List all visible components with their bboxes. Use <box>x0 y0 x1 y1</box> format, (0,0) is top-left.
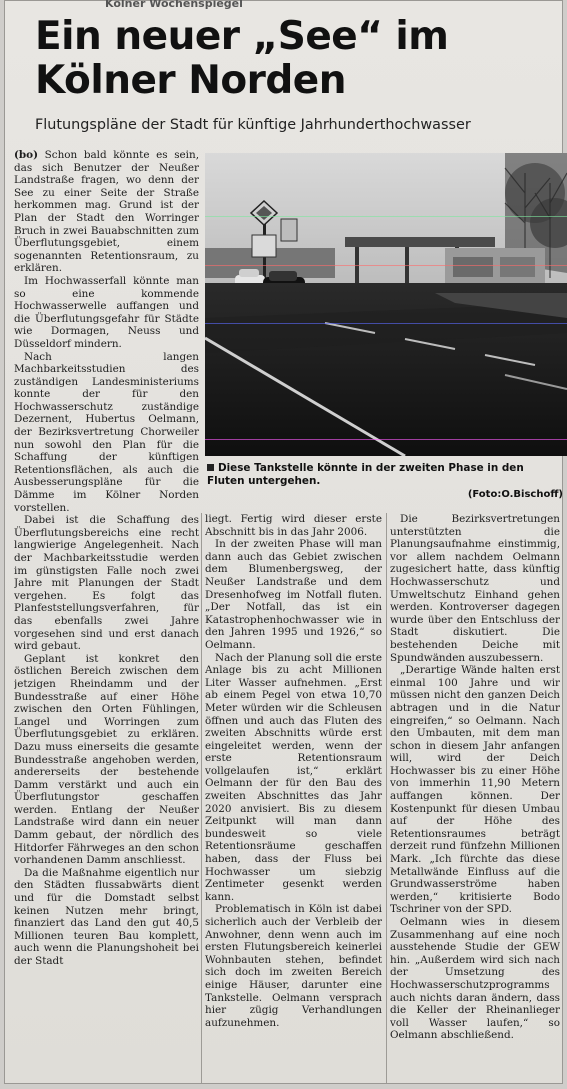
subheadline: Flutungspläne der Stadt für künftige Jahrhunderthochwasser <box>35 117 471 133</box>
paragraph: In der zweiten Phase will man dann auch das Gebiet zwischen dem Blumenbergsweg, der Neußer Landstraße und dem Dresenhofweg im Notfall fluten. „Der Notfall, das ist ein Katastrophenhochwasser wie in den Jahren 1995 und 1926,“ so Oelmann. <box>205 538 382 651</box>
paragraph: Nach langen Machbarkeitsstudien des zuständigen Landesministeriums konnte der für den Hochwasserschutz zuständige Dezernent, Hubertus Oelmann, der Bezirksvertretung Chorweiler nun sowohl den Plan für die Schaffung der künftigen Retentionsflächen, als auch die Ausbesserungspläne für die Dämme im Kölner Norden vorstellen. <box>14 350 199 514</box>
scan-artifact-line <box>205 439 567 440</box>
paragraph <box>14 149 199 275</box>
photo-credit: (Foto:O.Bischoff) <box>467 489 563 500</box>
column-rule <box>201 513 202 1083</box>
paragraph: liegt. Fertig wird dieser erste Abschnitt bis in das Jahr 2006. <box>205 513 382 538</box>
caption-text: Diese Tankstelle könnte in der zweiten Phase in den Fluten untergehen. <box>207 462 524 487</box>
square-bullet-icon <box>207 464 214 471</box>
masthead: Kölner Wochenspiegel <box>105 0 243 10</box>
paragraph: Die Bezirksvertretungen unterstützten die Planungsaufnahme einstimmig, vor allem nachdem Oelmann zugesichert hatte, dass künftig Hochwasserschutz und Umweltschutz Einhand gehen werden. Kontroverser dagegen wurde über den Entschluss der Stadt diskutiert. Die bestehenden Deiche mit Spundwänden auszubessern. <box>390 513 560 664</box>
byline: (bo) <box>14 149 39 161</box>
photo-caption <box>207 462 562 488</box>
paragraph: Problematisch in Köln ist dabei sicherlich auch der Verbleib der Anwohner, denn wenn auch im ersten Flutungsbereich keinerlei Wohnbauten stehen, befindet sich doch im zweiten Bereich einige Häuser, darunter eine Tankstelle. Oelmann versprach hier zügig Verhandlungen aufzunehmen. <box>205 903 382 1029</box>
article-column-1 <box>14 149 199 1085</box>
gas-station-photo <box>205 153 567 456</box>
paragraph: Nach der Planung soll die erste Anlage bis zu acht Millionen Liter Wasser aufnehmen. „Erst ab einem Pegel von etwa 10,70 Meter würden wir die Schleusen öffnen und auch das Fluten des zweiten Abschnitts würde erst eingeleitet werden, wenn der erste Retentionsraum vollgelaufen ist,“ erklärt Oelmann der für den Bau des zweiten Abschnittes das Jahr 2020 anvisiert. Bis zu diesem Zeitpunkt will man dann bundesweit so viele Retentionsräume geschaffen haben, dass der Fluss bei Hochwasser um siebzig Zentimeter gesenkt werden kann. <box>205 651 382 903</box>
paragraph: Geplant ist konkret den östlichen Bereich zwischen dem jetzigen Rheindamm und der Bundesstraße auf einer Höhe zwischen den Orten Fühlingen, Langel und Worringen zum Überflutungsgebiet zu erklären. Dazu muss einerseits die gesamte Bundesstraße angehoben werden, andererseits der bestehende Damm verstärkt und auch ein Überflutungstor geschaffen werden. Entlang der Neußer Landstraße wird dann ein neuer Damm gebaut, der nördlich des Hitdorfer Fährweges an den schon vorhandenen Damm anschliesst. <box>14 652 199 867</box>
scan-artifact-line <box>205 265 567 266</box>
paragraph: Im Hochwasserfall könnte man so eine kommende Hochwasserwelle auffangen und die Überflutungsgefahr für Städte wie Dormagen, Neuss und Düsseldorf mindern. <box>14 274 199 350</box>
paragraph: „Derartige Wände halten erst einmal 100 Jahre und wir müssen nicht den ganzen Deich abtragen und in die Natur eingreifen,“ so Oelmann. Nach den Umbauten, mit dem man schon in diesem Jahr anfangen will, wird der Deich Hochwasser bis zu einer Höhe von immerhin 11,90 Metern auffangen können. Der Kostenpunkt für diesen Umbau auf der Höhe des Retentionsraumes beträgt derzeit rund fünfzehn Millionen Mark. „Ich fürchte das diese Metallwände Einfluss auf die Grundwasserströme haben werden,“ kritisierte Bodo Tschriner von der SPD. <box>390 664 560 916</box>
article-column-3 <box>390 513 560 1085</box>
paragraph-text: Schon bald könnte es sein, das sich Benutzer der Neußer Landstraße fragen, wo denn der See zu einer Seite der Straße herkommen mag. Grund ist der Plan der Stadt den Worringer Bruch in zwei Bauabschnitten zum Überflutungsgebiet, einem sogenannten Retentionsraum, zu erklären. <box>14 149 199 275</box>
gas-station-illustration <box>205 153 567 456</box>
column-rule <box>386 513 387 1083</box>
paragraph: Dabei ist die Schaffung des Überflutungsbereichs eine recht langwierige Angelegenheit. Nach der Machbarkeitsstudie werden im günstigsten Falle noch zwei Jahre mit Planungen der Stadt vergehen. Es folgt das Planfeststellungsverfahren, für das ebenfalls zwei Jahre vorgesehen sind und erst danach wird gebaut. <box>14 514 199 653</box>
paragraph: Oelmann wies in diesem Zusammenhang auf eine noch ausstehende Studie der GEW hin. „Außerdem wird sich nach der Umsetzung des Hochwasserschutzprogramms auch nichts daran ändern, dass die Keller der Rheinanlieger voll Wasser laufen,“ so Oelmann abschließend. <box>390 916 560 1042</box>
scan-artifact-line <box>205 323 567 324</box>
article-column-2 <box>205 513 382 1085</box>
headline: Ein neuer „See“ im Kölner Norden <box>35 14 449 103</box>
paragraph: Da die Maßnahme eigentlich nur den Städten flussabwärts dient und für die Domstadt selbst keinen Nutzen mehr bringt, finanziert das Land den gut 40,5 Millionen teuren Bau komplett, auch wenn die Planungshoheit bei der Stadt <box>14 866 199 967</box>
scan-artifact-line <box>205 216 567 217</box>
